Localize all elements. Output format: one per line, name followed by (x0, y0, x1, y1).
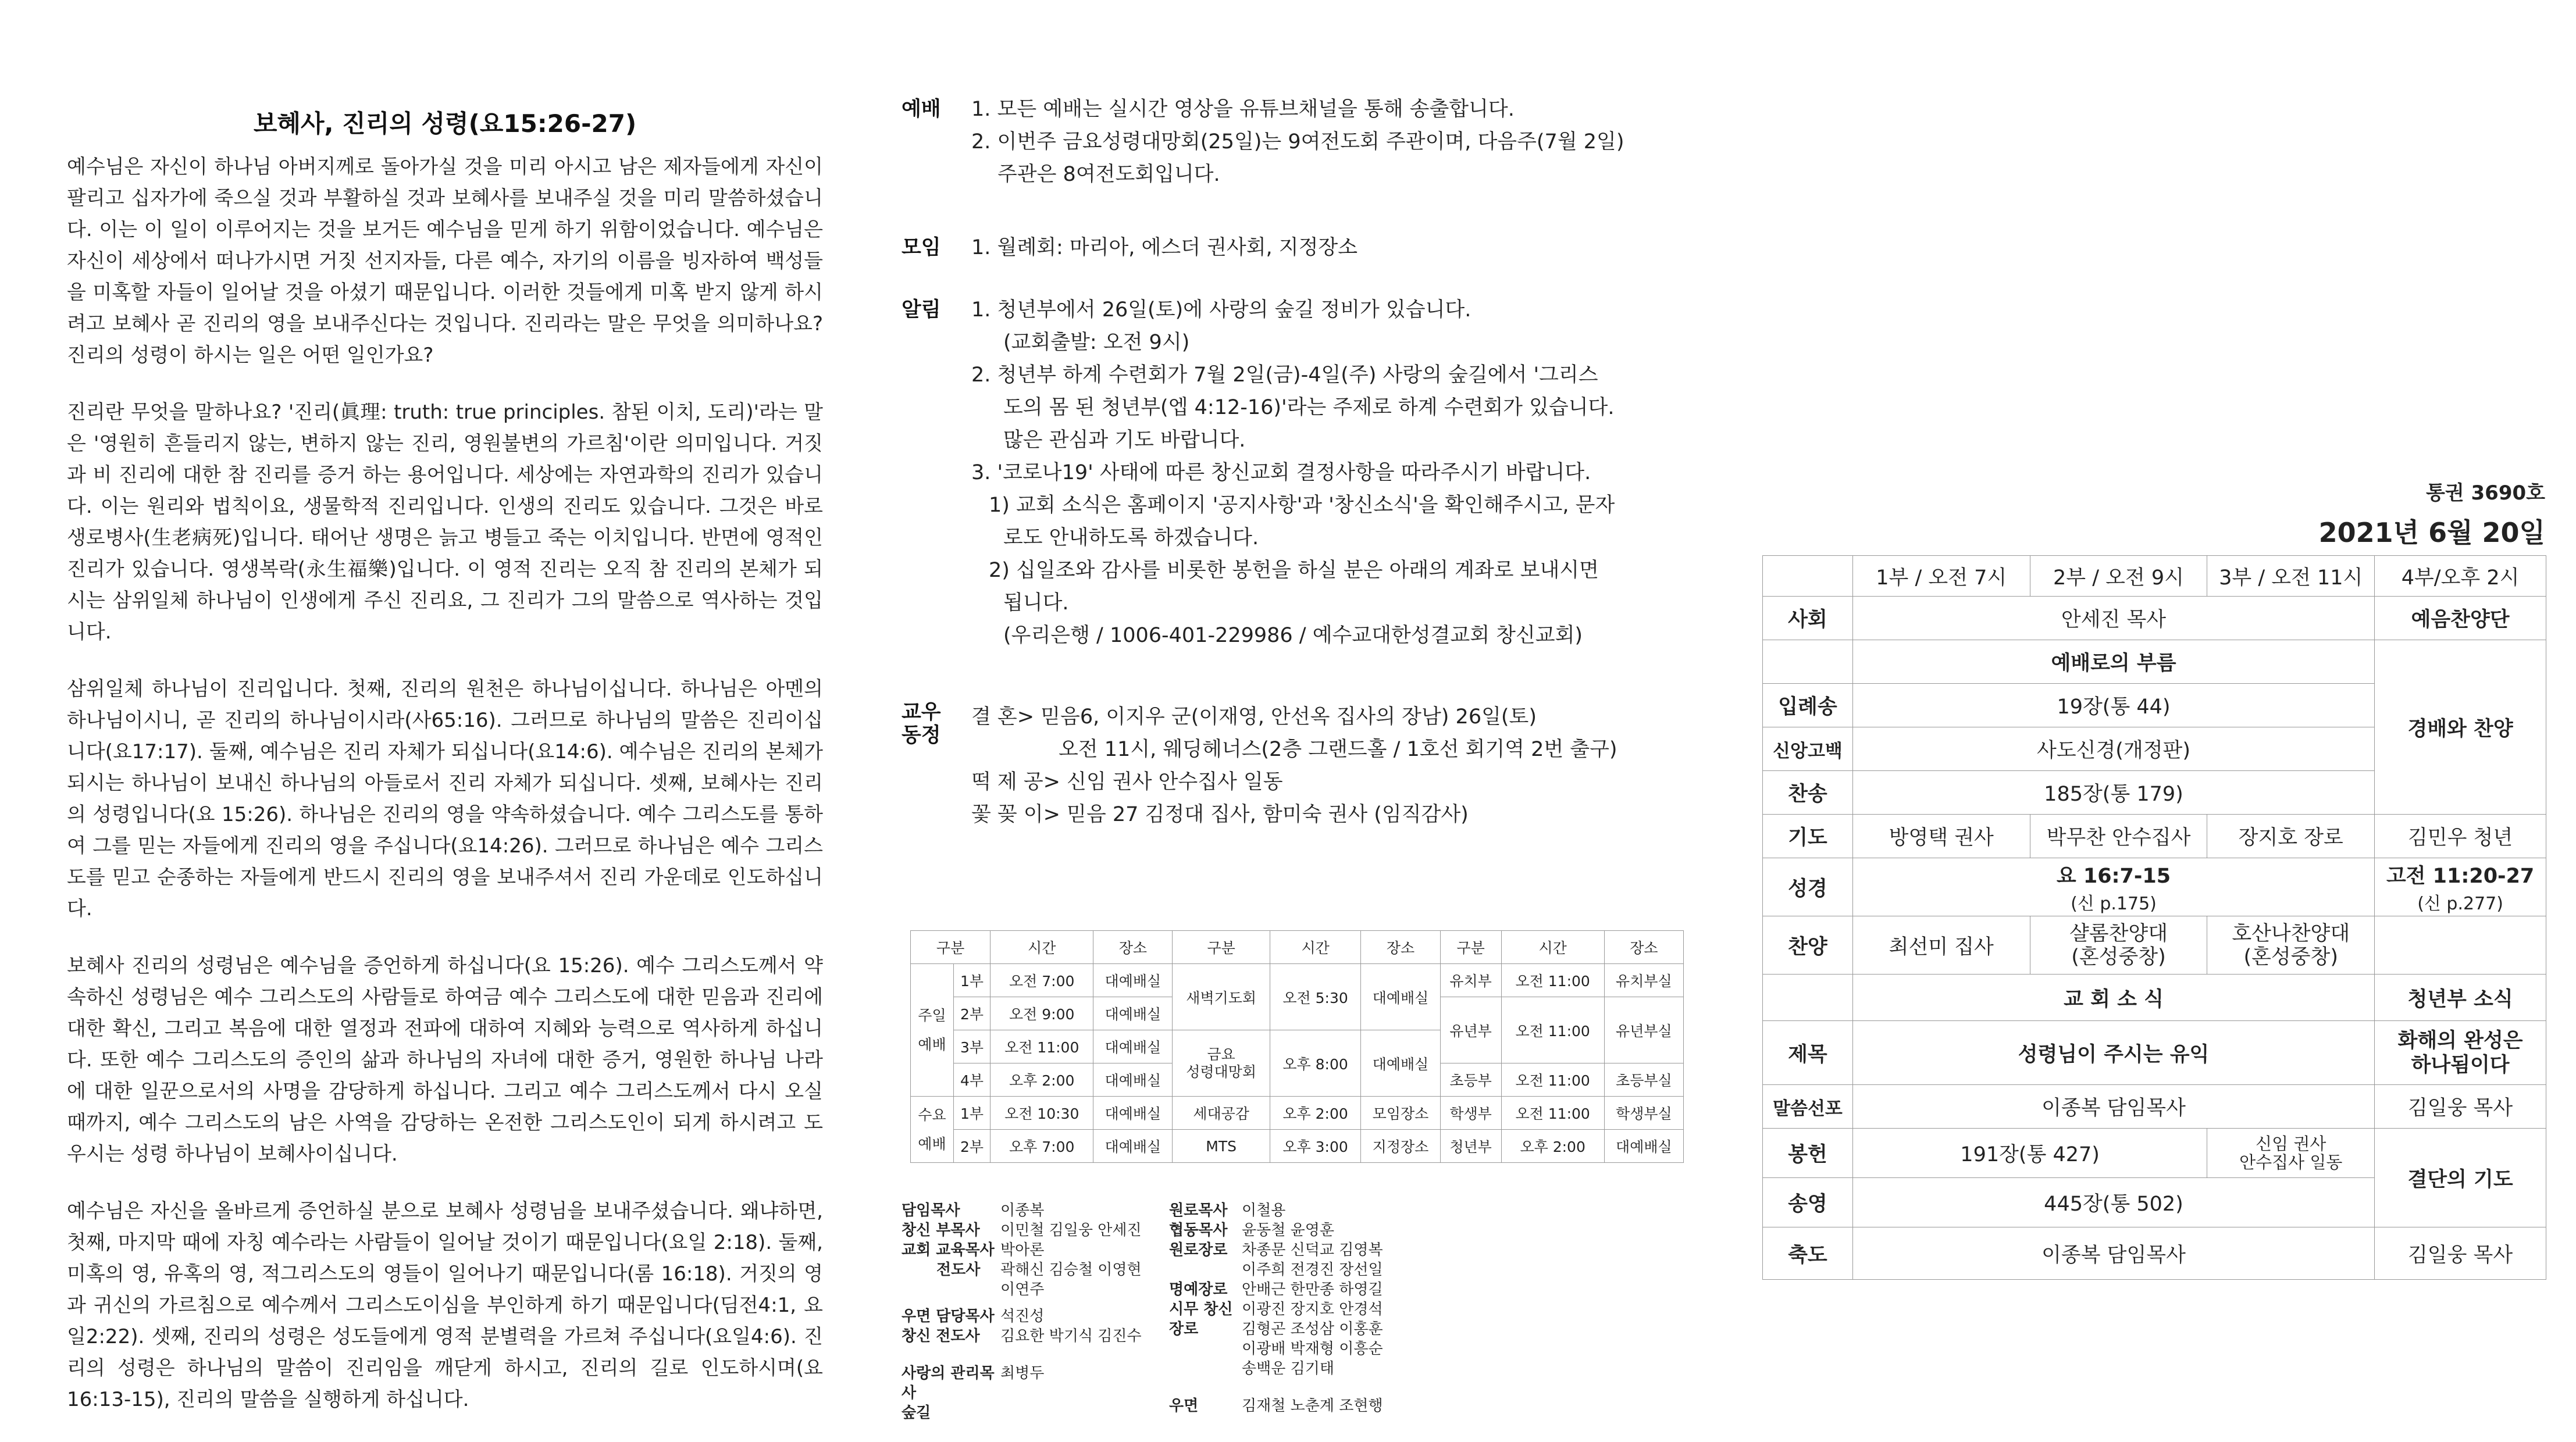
announcement-line: (우리은행 / 1006-401-229986 / 예수교대한성결교회 창신교회) (1003, 624, 1583, 647)
table-header: 구분 (911, 931, 991, 964)
table-cell: 지정장소 (1361, 1130, 1440, 1163)
table-cell: 445장(통 502) (1852, 1178, 2374, 1227)
table-cell: 예배로의 부름 (1852, 640, 2374, 684)
table-row (911, 964, 1684, 997)
list-item: 송백운 김기태 (1242, 1360, 1334, 1377)
table-cell: 오후 2:00 (1270, 1097, 1361, 1130)
list-item: 협동목사 윤동철 윤영훈 (1169, 1222, 1334, 1239)
row-label: 기도 (1763, 815, 1853, 858)
table-row (1763, 1227, 2546, 1280)
table-row (1763, 640, 2546, 684)
table-cell: 오전 11:00 (1501, 1063, 1604, 1097)
table-cell: (신 p.277) (2417, 893, 2503, 914)
table-cell: 유년부 (1440, 997, 1501, 1063)
table-cell: 오전 9:00 (991, 997, 1093, 1030)
table-header: 구분 (1440, 931, 1501, 964)
table-cell: 주일 (918, 1006, 946, 1024)
announcement-line: 꽃 꽂 이> 믿음 27 김정대 집사, 함미숙 권사 (임직감사) (971, 803, 1469, 826)
table-cell: 대예배실 (1093, 964, 1173, 997)
table-cell: 안세진 목사 (1852, 597, 2374, 640)
list-item: 이주희 전경진 장선일 (1242, 1261, 1383, 1279)
service-header: 1부 / 오전 7시 (1852, 556, 2030, 597)
table-cell: 성령님이 주시는 유익 (1852, 1021, 2374, 1085)
announcement-line: 많은 관심과 기도 바랍니다. (1003, 429, 1246, 452)
row-label: 신앙고백 (1763, 727, 1853, 771)
table-cell: 191장(통 427) (1852, 1129, 2207, 1178)
table-cell: 김일웅 목사 (2375, 1227, 2546, 1280)
table-cell: 대예배실 (1093, 1130, 1173, 1163)
table-cell: 1부 (953, 964, 990, 997)
list-item: 담임목사 이종복 (902, 1202, 1045, 1219)
announcement-line: 1) 교회 소식은 홈페이지 '공지사항'과 '창신소식'을 확인해주시고, 문자 (989, 494, 1615, 517)
table-cell: 사도신경(개정판) (1852, 727, 2374, 771)
row-label: 찬양 (1763, 916, 1853, 975)
table-cell: 대예배실 (1361, 964, 1440, 1030)
table-cell: 오전 11:00 (1501, 997, 1604, 1063)
table-cell: 오후 2:00 (1501, 1130, 1604, 1163)
table-cell: 대예배실 (1361, 1030, 1440, 1097)
table-cell: 유년부실 (1604, 997, 1683, 1063)
table-row (1763, 597, 2546, 640)
sermon-paragraph: 삼위일체 하나님이 진리입니다. 첫째, 진리의 원천은 하나님이십니다. 하나님은 아멘의 하나님이시니, 곧 진리의 하나님이시라(사65:16). 그러므로 하나님의 말씀은 진리이십니다(요17:17). 둘째, 예수님은 진리 자체가 되십니다(요14:6). 예수님은 진리의 본체가 되시는 하나님이 보내신 하나님의 아들로서 진리 자체가 되십니다. 셋째, 보혜사는 진리의 성령입니다(요 15:26). 하나님은 진리의 영을 약속하셨습니다. 예수 그리스도를 통하여 그를 믿는 자들에게 진리의 영을 주십니다(요14:26). 그러므로 하나님은 예수 그리스도를 믿고 순종하는 자들에게 반드시 진리의 영을 보내주셔서 진리 가운데로 인도하십니다. (67, 677, 823, 920)
table-cell: 2부 (953, 1130, 990, 1163)
table-cell: 이종복 담임목사 (1852, 1227, 2374, 1280)
list-item: 우면 담당목사 석진성 (902, 1308, 1045, 1325)
table-cell: 이종복 담임목사 (1852, 1085, 2374, 1129)
list-item: 창신 부목사 이민철 김일웅 안세진 (902, 1222, 1142, 1239)
announcement-line: 2. 청년부 하계 수련회가 7월 2일(금)-4일(주) 사랑의 숲길에서 '그리스 (971, 363, 1598, 387)
table-cell: 초등부실 (1604, 1063, 1683, 1097)
row-label: 제목 (1763, 1021, 1853, 1085)
list-item: 장로 김형곤 조성삼 이홍훈 (1169, 1320, 1383, 1338)
table-header: 시간 (1501, 931, 1604, 964)
table-cell: MTS (1173, 1130, 1270, 1163)
table-cell: 대예배실 (1093, 1030, 1173, 1063)
row-label: 찬송 (1763, 771, 1853, 815)
table-cell: 3부 (953, 1030, 990, 1063)
section-label: 모임 (902, 236, 941, 259)
table-row (1763, 556, 2546, 597)
table-cell: 오전 10:30 (991, 1097, 1093, 1130)
list-item: 숲길 (902, 1404, 931, 1422)
sermon-paragraph: 진리란 무엇을 말하나요? '진리(眞理: truth: true principles. 참된 이치, 도리)'라는 말은 '영원히 흔들리지 않는, 변하지 않는 진리, 영원불변의 가르침'이란 의미입니다. 거짓과 비 진리에 대한 참 진리를 증거 하는 용어입니다. 세상에는 자연과학의 진리가 있습니다. 이는 원리와 법칙이요, 생물학적 진리입니다. 인생의 진리도 있습니다. 그것은 바로 생로병사(生老病死)입니다. 태어난 생명은 늙고 병들고 죽는 이치입니다. 반면에 영적인 진리가 있습니다. 영생복락(永生福樂)입니다. 이 영적 진리는 오직 참 진리의 본체가 되시는 삼위일체 하나님이 인생에게 주신 진리요, 그 진리가 그의 말씀으로 역사하는 것입니다. (67, 401, 823, 644)
announcement-line: 떡 제 공> 신임 권사 안수집사 일동 (971, 770, 1283, 794)
row-label: 송영 (1763, 1178, 1853, 1227)
table-cell: 19장(통 44) (1852, 684, 2374, 727)
table-cell: 신임 권사 (2256, 1134, 2326, 1154)
sermon-paragraph: 예수님은 자신이 하나님 아버지께로 돌아가실 것을 미리 아시고 남은 제자들에게 자신이 팔리고 십자가에 죽으실 것과 부활하실 것과 보혜사를 보내주실 것을 미리 말씀하셨습니다. 이는 이 일이 이루어지는 것을 보거든 예수님을 믿게 하기 위함이었습니다. 예수님은 자신이 세상에서 떠나가시면 거짓 선지자들, 다른 예수, 자기의 이름을 빙자하여 백성들을 미혹할 자들이 일어날 것을 아셨기 때문입니다. 이러한 것들에게 미혹 받지 않게 하시려고 보혜사 곧 진리의 영을 보내주신다는 것입니다. 진리라는 말은 무엇을 의미하나요? 진리의 성령이 하시는 일은 어떤 일인가요? (67, 155, 823, 367)
table-row (911, 1097, 1684, 1130)
table-cell: 요 16:7-15 (2056, 864, 2171, 888)
table-cell: 오후 8:00 (1270, 1030, 1361, 1097)
announcement-line: 로도 안내하도록 하겠습니다. (1003, 526, 1259, 549)
table-cell: 4부 (953, 1063, 990, 1097)
service-header: 4부/오후 2시 (2375, 556, 2546, 597)
table-row (911, 1130, 1684, 1163)
list-item: 명예장로 안배근 한만종 하영길 (1169, 1281, 1383, 1298)
table-cell: 오전 11:00 (991, 1030, 1093, 1063)
staff-right (1169, 1201, 1425, 1416)
table-cell: 1부 (953, 1097, 990, 1130)
table-cell: 오전 5:30 (1270, 964, 1361, 1030)
table-header: 시간 (1270, 931, 1361, 964)
table-cell: 예음찬양단 (2375, 597, 2546, 640)
table-cell: 청년부 소식 (2375, 975, 2546, 1021)
staff-left (902, 1201, 1163, 1423)
table-cell: 결단의 기도 (2375, 1129, 2546, 1227)
list-item: 사랑의 관리목사 최병두 (902, 1365, 1045, 1402)
table-cell: 오후 7:00 (991, 1130, 1093, 1163)
table-cell: 학생부 (1440, 1097, 1501, 1130)
table-cell: 대예배실 (1093, 1097, 1173, 1130)
list-item: 원로장로 차종문 신덕교 김영복 (1169, 1241, 1383, 1259)
table-row (1763, 1129, 2546, 1178)
announcement-line: 3. '코로나19' 사태에 따른 창신교회 결정사항을 따라주시기 바랍니다. (971, 461, 1591, 484)
table-cell: (신 p.175) (2071, 893, 2157, 914)
list-item: 원로목사 이철용 (1169, 1202, 1286, 1219)
table-header: 장소 (1093, 931, 1173, 964)
announcement-line: 도의 몸 된 청년부(엡 4:12-16)'라는 주제로 하계 수련회가 있습니다. (1003, 396, 1615, 419)
table-cell: 김민우 청년 (2375, 815, 2546, 858)
table-cell: 박무찬 안수집사 (2030, 815, 2207, 858)
table-cell: 최선미 집사 (1852, 916, 2030, 975)
section-label: 예배 (902, 98, 941, 121)
list-item: 창신 전도사 김요한 박기식 김진수 (902, 1327, 1142, 1345)
table-cell: 호산나찬양대 (2232, 922, 2350, 945)
sermon-column (67, 105, 823, 1441)
announcement-line: 주관은 8여전도회입니다. (997, 163, 1220, 186)
announcement-line: 1. 모든 예배는 실시간 영상을 유튜브채널을 통해 송출합니다. (971, 98, 1515, 121)
table-cell: 화해의 완성은 (2397, 1029, 2523, 1052)
list-item: 전도사 곽해신 김승철 이영현 (936, 1261, 1142, 1279)
table-cell: 예배 (918, 1036, 946, 1053)
list-item: 이광배 박재형 이흥순 (1242, 1340, 1383, 1358)
table-header: 장소 (1361, 931, 1440, 964)
table-cell: (혼성중창) (2243, 945, 2339, 969)
table-header: 시간 (991, 931, 1093, 964)
row-label: 성경 (1763, 858, 1853, 916)
issue-number: 통권 3690호 (2426, 481, 2545, 505)
table-cell: 오후 2:00 (991, 1063, 1093, 1097)
table-row (1763, 815, 2546, 858)
table-row (1763, 1021, 2546, 1085)
table-cell: 샬롬찬양대 (2069, 922, 2168, 945)
announcement-line: (교회출발: 오전 9시) (1003, 331, 1190, 354)
table-cell: 안수집사 일동 (2239, 1152, 2343, 1172)
row-label: 입례송 (1763, 684, 1853, 727)
list-item: 시무 창신 이광진 장지호 안경석 (1169, 1301, 1383, 1318)
table-cell: (혼성중창) (2071, 945, 2166, 969)
table-cell: 모임장소 (1361, 1097, 1440, 1130)
table-cell: 방영택 권사 (1852, 815, 2030, 858)
row-label: 사회 (1763, 597, 1853, 640)
section-label: 알림 (902, 298, 941, 322)
table-cell: 초등부 (1440, 1063, 1501, 1097)
table-row (1763, 916, 2546, 975)
table-cell: 장지호 장로 (2207, 815, 2375, 858)
table-header: 장소 (1604, 931, 1683, 964)
section-label: 동정 (902, 724, 941, 747)
list-item: 교회 교육목사 박아론 (902, 1241, 1045, 1259)
table-cell: 오전 11:00 (1501, 964, 1604, 997)
table-cell: 세대공감 (1173, 1097, 1270, 1130)
table-header: 구분 (1173, 931, 1270, 964)
row-label: 말씀선포 (1763, 1085, 1853, 1129)
table-cell: 유치부실 (1604, 964, 1683, 997)
table-cell: 대예배실 (1604, 1130, 1683, 1163)
order-of-worship-table (1762, 555, 2546, 1280)
table-row (1763, 1085, 2546, 1129)
sermon-paragraph: 예수님은 자신을 올바르게 증언하실 분으로 보혜사 성령님을 보내주셨습니다. 왜냐하면, 첫째, 마지막 때에 자칭 예수라는 사람들이 일어날 것이기 때문입니다(요일 2:18). 둘째, 미혹의 영, 유혹의 영, 적그리스도의 영들이 일어나기 때문입니다(롬 16:18). 거짓의 영과 귀신의 가르침으로 예수께서 그리스도이심을 부인하게 하기 때문입니다(딤전4:1, 요일2:22). 셋째, 진리의 성령은 성도들에게 영적 분별력을 가르쳐 주십니다(요일4:6). 진리의 성령은 하나님의 말씀이 진리임을 깨닫게 하시고, 진리의 길로 인도하시며(요16:13-15), 진리의 말씀을 실행하게 하십니다. (67, 1200, 823, 1411)
announcement-line: 결 혼> 믿음6, 이지우 군(이재영, 안선옥 집사의 장남) 26일(토) (971, 705, 1537, 729)
row-label: 봉헌 (1763, 1129, 1853, 1178)
table-cell: 2부 (953, 997, 990, 1030)
table-row (1763, 858, 2546, 916)
announcement-line: 됩니다. (1003, 591, 1069, 615)
sermon-title: 보혜사, 진리의 성령(요15:26-27) (253, 109, 637, 138)
service-schedule-table (910, 930, 1684, 1163)
table-cell: 유치부 (1440, 964, 1501, 997)
table-cell: 금요 성령대망회 (1173, 1030, 1270, 1097)
table-cell: 오전 7:00 (991, 964, 1093, 997)
list-item: 우면 김재철 노춘계 조현행 (1169, 1397, 1383, 1415)
list-item: 이연주 (1000, 1281, 1045, 1298)
service-header: 2부 / 오전 9시 (2030, 556, 2207, 597)
announcement-line: 오전 11시, 웨딩헤너스(2층 그랜드홀 / 1호선 회기역 2번 출구) (1059, 738, 1617, 761)
table-cell: 오후 3:00 (1270, 1130, 1361, 1163)
announcement-line: 2. 이번주 금요성령대망회(25일)는 9여전도회 주관이며, 다음주(7월 2일) (971, 130, 1624, 154)
table-cell: 오전 11:00 (1501, 1097, 1604, 1130)
table-cell: 대예배실 (1093, 1063, 1173, 1097)
sermon-paragraph: 보혜사 진리의 성령님은 예수님을 증언하게 하십니다(요 15:26). 예수 그리스도께서 약속하신 성령님은 예수 그리스도의 사람들로 하여금 예수 그리스도에 대한 믿음과 진리에 대한 확신, 그리고 복음에 대한 열정과 전파에 대하여 지혜와 능력으로 역사하게 하십니다. 또한 예수 그리스도의 증인의 삶과 하나님의 자녀에 대한 증거, 영원한 하나님 나라에 대한 일꾼으로서의 사명을 감당하게 하십니다. 그리고 예수 그리스도께서 다시 오실 때까지, 예수 그리스도의 남은 사역을 감당하는 온전한 그리스도인이 되게 하시려고 도우시는 성령 하나님이 보혜사이십니다. (67, 954, 823, 1166)
table-cell: 김일웅 목사 (2375, 1085, 2546, 1129)
table-cell: 학생부실 (1604, 1097, 1683, 1130)
table-cell: 교 회 소 식 (1852, 975, 2374, 1021)
table-cell: 185장(통 179) (1852, 771, 2374, 815)
announcement-line: 1. 월례회: 마리아, 에스더 권사회, 지정장소 (971, 236, 1358, 259)
table-cell: 하나됨이다 (2411, 1053, 2510, 1077)
row-label: 축도 (1763, 1227, 1853, 1280)
table-cell: 새벽기도회 (1173, 964, 1270, 1030)
section-label: 교우 (902, 701, 941, 724)
table-cell: 수요 (918, 1106, 946, 1123)
table-cell: 고전 11:20-27 (2386, 864, 2535, 888)
table-cell: 대예배실 (1093, 997, 1173, 1030)
table-cell: 예배 (918, 1135, 946, 1152)
announcement-line: 1. 청년부에서 26일(토)에 사랑의 숲길 정비가 있습니다. (971, 298, 1472, 322)
announcement-line: 2) 십일조와 감사를 비롯한 봉헌을 하실 분은 아래의 계좌로 보내시면 (989, 559, 1599, 582)
table-cell: 경배와 찬양 (2375, 640, 2546, 815)
service-header: 3부 / 오전 11시 (2207, 556, 2375, 597)
table-row (1763, 975, 2546, 1021)
bulletin-date: 2021년 6월 20일 (2318, 517, 2545, 548)
table-cell: 청년부 (1440, 1130, 1501, 1163)
